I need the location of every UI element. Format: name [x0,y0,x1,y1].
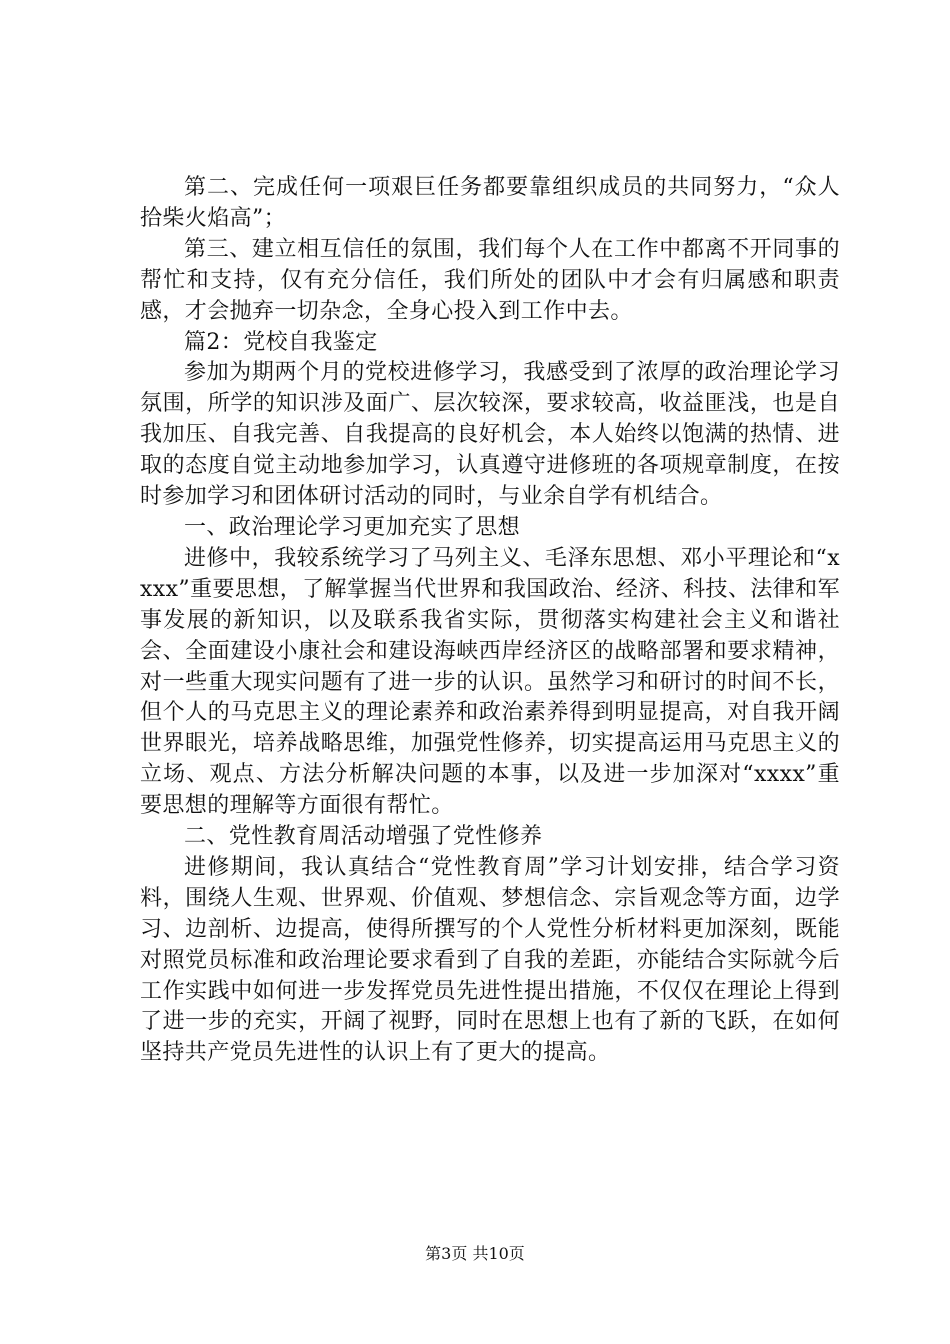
section-heading-party-education: 二、党性教育周活动增强了党性修养 [184,824,543,850]
document-body [140,173,840,1069]
paragraph-third-point: 第三、建立相互信任的氛围，我们每个人在工作中都离不开同事的帮忙和支持，仅有充分信任，我们所处的团队中才会有归属感和职责感，才会抛弃一切杂念，全身心投入到工作中去。 [140,236,840,324]
section-heading-political-theory: 一、政治理论学习更加充实了思想 [184,514,521,540]
paragraph-political-theory: 进修中，我较系统学习了马列主义、毛泽东思想、邓小平理论和“xxxx”重要思想，了解掌握当代世界和我国政治、经济、科技、法律和军事发展的新知识，以及联系我省实际，贯彻落实构建社会主义和谐社会、全面建设小康社会和建设海峡西岸经济区的战略部署和要求精神，对一些重大现实问题有了进一步的认识。虽然学习和研讨的时间不长，但个人的马克思主义的理论素养和政治素养得到明显提高，对自我开阔世界眼光，培养战略思维，加强党性修养，切实提高运用马克思主义的立场、观点、方法分析解决问题的本事，以及进一步加深对“xxxx”重要思想的理解等方面很有帮忙。 [140,545,840,819]
paragraph-intro: 参加为期两个月的党校进修学习，我感受到了浓厚的政治理论学习氛围，所学的知识涉及面广、层次较深，要求较高，收益匪浅，也是自我加压、自我完善、自我提高的良好机会，本人始终以饱满的热情、进取的态度自觉主动地参加学习，认真遵守进修班的各项规章制度，在按时参加学习和团体研讨活动的同时，与业余自学有机结合。 [140,360,840,510]
paragraph-second-point: 第二、完成任何一项艰巨任务都要靠组织成员的共同努力，“众人拾柴火焰高”； [140,175,840,231]
section-heading-article-2: 篇2：党校自我鉴定 [184,329,378,355]
paragraph-party-education: 进修期间，我认真结合“党性教育周”学习计划安排，结合学习资料，围绕人生观、世界观、价值观、梦想信念、宗旨观念等方面，边学习、边剖析、边提高，使得所撰写的个人党性分析材料更加深刻，既能对照党员标准和政治理论要求看到了自我的差距，亦能结合实际就今后工作实践中如何进一步发挥党员先进性提出措施，不仅仅在理论上得到了进一步的充实，开阔了视野，同时在思想上也有了新的飞跃，在如何坚持共产党员先进性的认识上有了更大的提高。 [140,854,840,1066]
page-footer: 第3页 共10页 [425,1244,525,1263]
